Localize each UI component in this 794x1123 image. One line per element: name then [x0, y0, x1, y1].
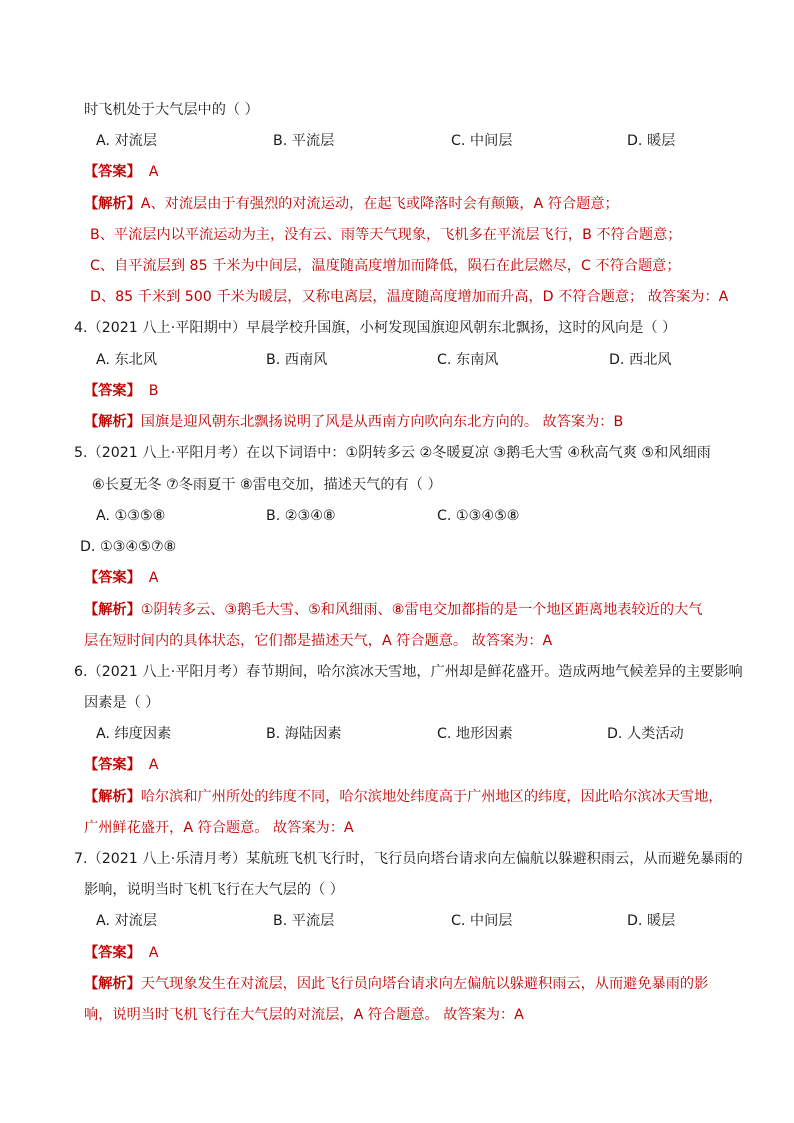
option-c: C. 东南风: [437, 352, 499, 368]
answer-tag: 【答案】: [84, 570, 141, 586]
analysis-line: C、自平流层到 85 千米为中间层，温度随高度增加而降低，陨石在此层燃尽，C 不符合题意；: [90, 258, 681, 274]
answer-value: B: [148, 383, 159, 399]
question-stem: 因素是（ ）: [84, 695, 160, 711]
option-d: D. 暖层: [627, 133, 676, 149]
option-c: C. ①③④⑤⑧: [437, 508, 520, 524]
option-a: A. 对流层: [96, 133, 158, 149]
analysis-text: 天气现象发生在对流层，因此飞行员向塔台请求向左偏航以躲避积雨云，从而避免暴雨的影: [140, 976, 709, 992]
answer-tag: 【答案】: [84, 757, 141, 773]
answer-value: A: [148, 945, 159, 961]
question-stem: 时飞机处于大气层中的（ ）: [84, 102, 259, 118]
question-stem: 4.（2021 八上·平阳期中）早晨学校升国旗，小柯发现国旗迎风朝东北飘扬，这时的风向是（ ）: [74, 320, 677, 336]
answer-tag: 【答案】: [84, 945, 141, 961]
analysis-tag: 【解析】: [84, 414, 141, 430]
analysis-text: 哈尔滨和广州所处的纬度不同，哈尔滨地处纬度高于广州地区的纬度，因此哈尔滨冰天雪地，: [140, 789, 723, 805]
option-c: C. 中间层: [451, 133, 513, 149]
option-a: A. 纬度因素: [96, 726, 172, 742]
answer-tag: 【答案】: [84, 383, 141, 399]
analysis-line: B、平流层内以平流运动为主，没有云、雨等天气现象，飞机多在平流层飞行，B 不符合题意；: [90, 227, 682, 243]
option-a: A. 东北风: [96, 352, 158, 368]
analysis-text: ①阴转多云、③鹅毛大雪、⑤和风细雨、⑧雷电交加都指的是一个地区距离地表较近的大气: [140, 602, 703, 618]
analysis-line: 广州鲜花盛开，A 符合题意。 故答案为：A: [84, 820, 354, 836]
answer-value: A: [148, 570, 159, 586]
option-d: D. 西北风: [609, 352, 672, 368]
answer-line: [84, 943, 158, 963]
analysis-line: [84, 787, 722, 807]
answer-line: [84, 568, 158, 588]
analysis-tag: 【解析】: [84, 602, 141, 618]
option-c: C. 中间层: [451, 913, 513, 929]
option-b: B. ②③④⑧: [266, 508, 336, 524]
analysis-line: [84, 412, 623, 432]
analysis-line: [84, 974, 708, 994]
option-b: B. 西南风: [266, 352, 328, 368]
question-stem: 影响，说明当时飞机飞行在大气层的（ ）: [84, 882, 344, 898]
analysis-line: 响，说明当时飞机飞行在大气层的对流层，A 符合题意。 故答案为：A: [84, 1007, 524, 1023]
option-b: B. 平流层: [273, 913, 335, 929]
analysis-tag: 【解析】: [84, 789, 141, 805]
analysis-text: A、对流层由于有强烈的对流运动，在起飞或降落时会有颠簸，A 符合题意；: [140, 196, 619, 212]
question-stem: 6.（2021 八上·平阳月考）春节期间，哈尔滨冰天雪地，广州却是鲜花盛开。造成两地气候差异的主要影响: [74, 664, 743, 680]
answer-line: [84, 381, 159, 401]
analysis-tag: 【解析】: [84, 976, 141, 992]
analysis-line: D、85 千米到 500 千米为暖层，又称电离层，温度随高度增加而升高，D 不符合题意； 故答案为：A: [90, 289, 729, 305]
option-a: A. 对流层: [96, 913, 158, 929]
answer-value: A: [148, 164, 159, 180]
option-d: D. 人类活动: [607, 726, 684, 742]
option-d: D. ①③④⑤⑦⑧: [80, 539, 177, 555]
question-stem: 5.（2021 八上·平阳月考）在以下词语中：①阴转多云 ②冬暖夏凉 ③鹅毛大雪 ④秋高气爽 ⑤和风细雨: [74, 445, 711, 461]
answer-tag: 【答案】: [84, 164, 141, 180]
analysis-tag: 【解析】: [84, 196, 141, 212]
option-a: A. ①③⑤⑧: [96, 508, 166, 524]
answer-line: [84, 755, 158, 775]
option-d: D. 暖层: [627, 913, 676, 929]
option-b: B. 海陆因素: [266, 726, 342, 742]
question-stem: 7.（2021 八上·乐清月考）某航班飞机飞行时，飞行员向塔台请求向左偏航以躲避积雨云，从而避免暴雨的: [74, 851, 743, 867]
analysis-line: 层在短时间内的具体状态，它们都是描述天气，A 符合题意。 故答案为：A: [84, 633, 553, 649]
analysis-line: [84, 194, 619, 214]
answer-line: [84, 162, 158, 182]
analysis-text: 国旗是迎风朝东北飘扬说明了风是从西南方向吹向东北方向的。 故答案为：B: [140, 414, 624, 430]
analysis-line: [84, 600, 702, 620]
question-stem: ⑥长夏无冬 ⑦冬雨夏干 ⑧雷电交加，描述天气的有（ ）: [92, 477, 442, 493]
answer-value: A: [148, 757, 159, 773]
option-b: B. 平流层: [273, 133, 335, 149]
option-c: C. 地形因素: [437, 726, 513, 742]
